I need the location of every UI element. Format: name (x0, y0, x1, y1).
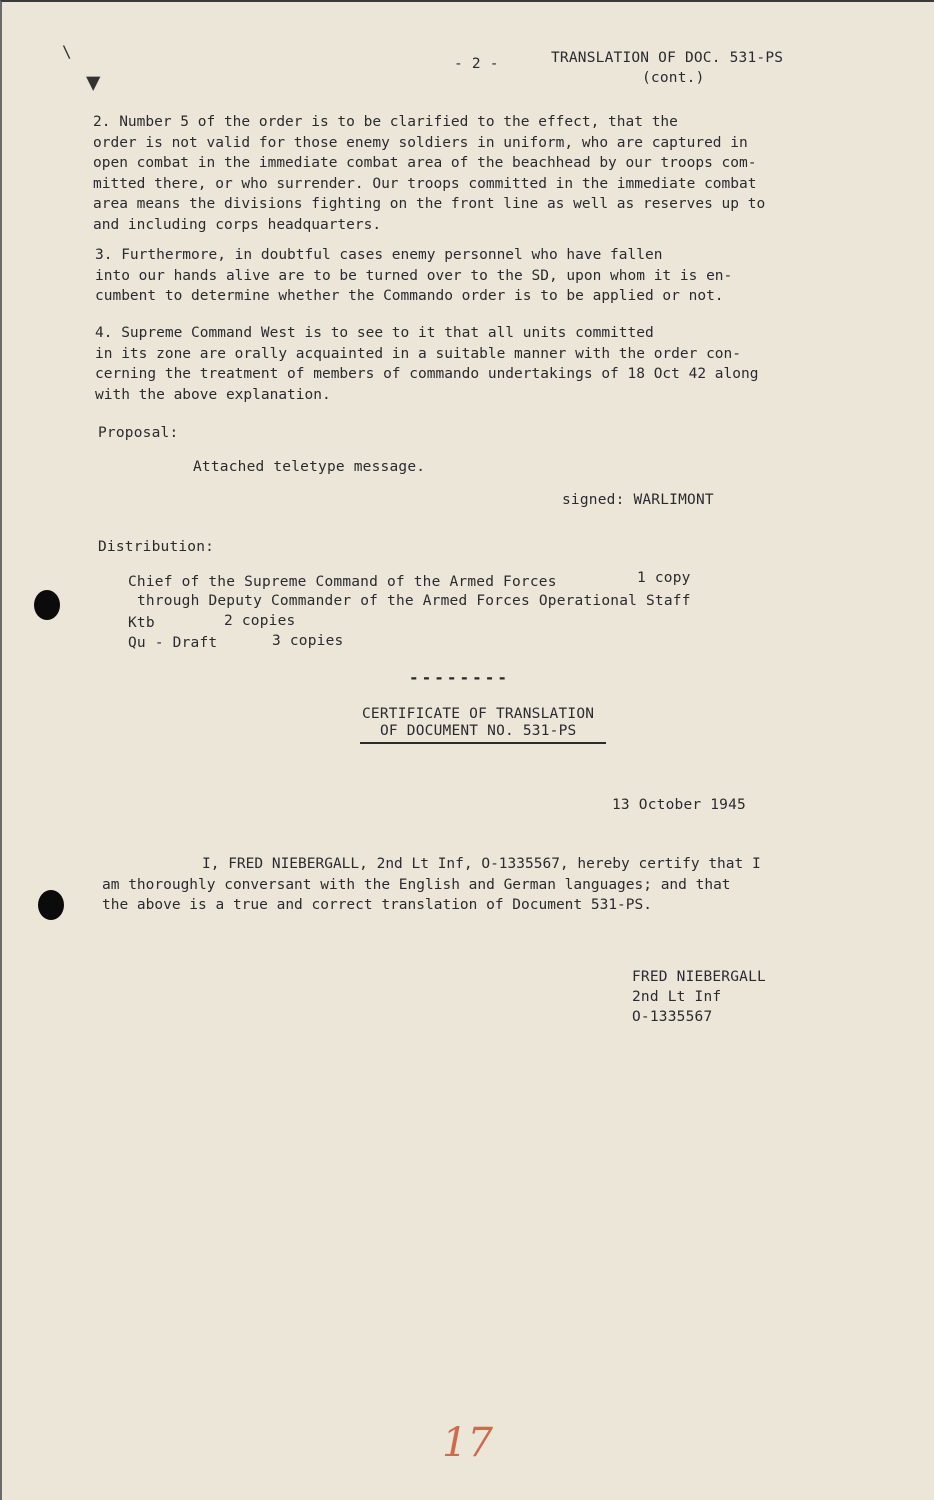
distribution-copies-1: 1 copy (637, 570, 691, 586)
handwritten-page-number: 17 (442, 1420, 493, 1466)
distribution-line-2: through Deputy Commander of the Armed Forces Operational Staff (137, 593, 691, 609)
section-separator: -------- (409, 668, 511, 687)
signer-serial: O-1335567 (632, 1009, 713, 1025)
punch-hole-bottom (38, 890, 64, 920)
signature-line: signed: WARLIMONT (562, 492, 714, 508)
signer-name: FRED NIEBERGALL (632, 969, 766, 985)
certificate-date: 13 October 1945 (612, 797, 746, 813)
paragraph-2: 2. Number 5 of the order is to be clarified to the effect, that the order is not valid for those enemy soldiers in uniform, who are captured in open combat in the immediate combat area of the beachhead by our troops com- mitted there, or who surrender. Our troops committed in the immediate combat area means the divisions fighting on the front line as well as reserves up to and including corps headquarters. (93, 114, 766, 233)
paragraph-4: 4. Supreme Command West is to see to it that all units committed in its zone are orally acquainted in a suitable manner with the order con- cerning the treatment of members of commando undertakings of 18 Oct 42 along with the above explanation. (95, 325, 759, 403)
margin-mark-arrow: ▼ (86, 68, 101, 96)
certificate-statement: I, FRED NIEBERGALL, 2nd Lt Inf, O-1335567, hereby certify that I am thoroughly conversant with the English and German languages; and that the above is a true and correct translation of Document 531-PS. (102, 856, 761, 913)
page-marker: - 2 - (454, 56, 499, 72)
distribution-recipient-3: Ktb (128, 615, 155, 631)
distribution-recipient-1: Chief of the Supreme Command of the Armed Forces (128, 574, 557, 590)
doc-title: TRANSLATION OF DOC. 531-PS (551, 50, 784, 66)
certificate-title-doc: OF DOCUMENT NO. 531-PS (360, 721, 606, 744)
punch-hole-top (34, 590, 60, 620)
distribution-label: Distribution: (98, 539, 215, 555)
distribution-copies-3: 2 copies (224, 613, 296, 629)
signer-rank: 2nd Lt Inf (632, 989, 722, 1005)
distribution-recipient-4: Qu - Draft (128, 635, 218, 651)
proposal-text: Attached teletype message. (193, 459, 426, 475)
margin-mark: \ (62, 42, 72, 61)
certificate-title: CERTIFICATE OF TRANSLATION (362, 706, 595, 722)
distribution-copies-4: 3 copies (272, 633, 344, 649)
proposal-label: Proposal: (98, 425, 179, 441)
doc-title-cont: (cont.) (642, 70, 705, 86)
paragraph-3: 3. Furthermore, in doubtful cases enemy personnel who have fallen into our hands alive are to be turned over to the SD, upon whom it is en- cumbent to determine whether the Commando order is to be applied or not. (95, 247, 733, 304)
